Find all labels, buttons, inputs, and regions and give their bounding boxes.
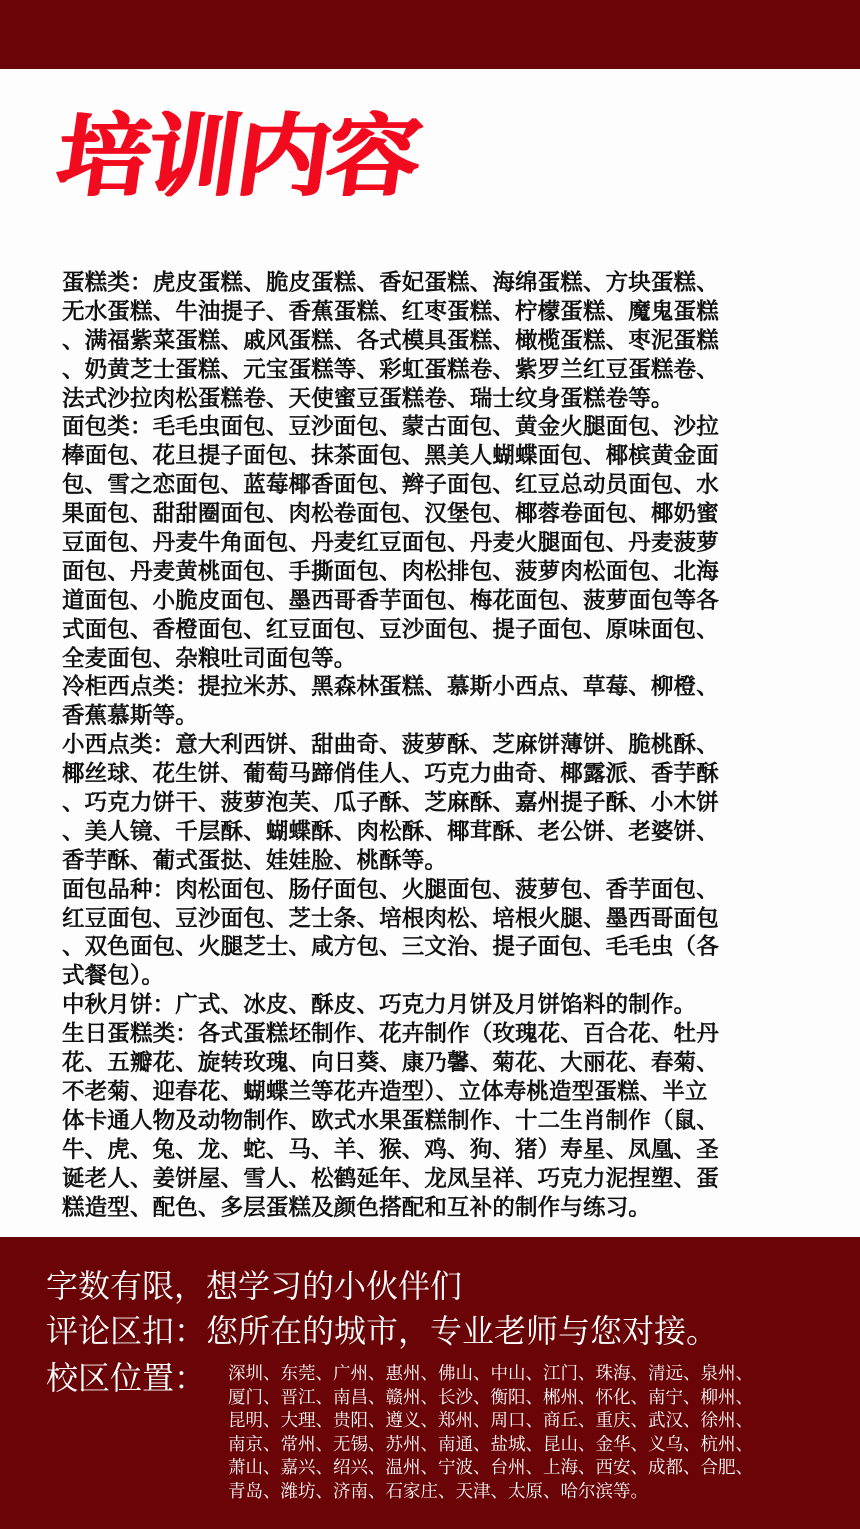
- content-line: 、美人镜、千层酥、蝴蝶酥、肉松酥、椰茸酥、老公饼、老婆饼、: [62, 818, 719, 845]
- content-line: 中秋月饼：广式、冰皮、酥皮、巧克力月饼及月饼馅料的制作。: [62, 992, 697, 1019]
- content-line: 道面包、小脆皮面包、墨西哥香芋面包、梅花面包、菠萝面包等各: [62, 587, 719, 614]
- promo-line-1: 字数有限，想学习的小伙伴们: [46, 1267, 463, 1305]
- campus-line: 南京、常州、无锡、苏州、南通、盐城、昆山、金华、义乌、杭州、: [228, 1434, 753, 1455]
- campus-line: 昆明、大理、贵阳、遵义、郑州、周口、商丘、重庆、武汉、徐州、: [228, 1411, 753, 1432]
- content-line: 红豆面包、豆沙面包、芝士条、培根肉松、培根火腿、墨西哥面包: [62, 905, 719, 932]
- content-line: 全麦面包、杂粮吐司面包等。: [62, 645, 357, 672]
- content-line: 体卡通人物及动物制作、欧式水果蛋糕制作、十二生肖制作（鼠、: [62, 1107, 719, 1134]
- campus-label: 校区位置：: [46, 1359, 207, 1397]
- content-line: 式餐包）。: [62, 963, 165, 990]
- content-line: 蛋糕类：虎皮蛋糕、脆皮蛋糕、香妃蛋糕、海绵蛋糕、方块蛋糕、: [62, 270, 719, 296]
- content-line: 、满福紫菜蛋糕、戚风蛋糕、各式模具蛋糕、橄榄蛋糕、枣泥蛋糕: [62, 327, 719, 354]
- content-line: 、巧克力饼干、菠萝泡芙、瓜子酥、芝麻酥、嘉州提子酥、小木饼: [62, 790, 719, 817]
- content-line: 、奶黄芝士蛋糕、元宝蛋糕等、彩虹蛋糕卷、紫罗兰红豆蛋糕卷、: [62, 356, 719, 383]
- content-line: 面包类：毛毛虫面包、豆沙面包、蒙古面包、黄金火腿面包、沙拉: [62, 414, 719, 441]
- content-line: 棒面包、花旦提子面包、抹茶面包、黑美人蝴蝶面包、椰槟黄金面: [62, 443, 719, 470]
- training-content: [62, 269, 802, 1222]
- content-line: 生日蛋糕类：各式蛋糕坯制作、花卉制作（玫瑰花、百合花、牡丹: [62, 1021, 719, 1048]
- content-line: 果面包、甜甜圈面包、肉松卷面包、汉堡包、椰蓉卷面包、椰奶蜜: [62, 501, 719, 528]
- campus-city-list: [228, 1363, 828, 1505]
- page-title: 培训内容: [50, 104, 426, 210]
- content-line: 面包、丹麦黄桃面包、手撕面包、肉松排包、菠萝肉松面包、北海: [62, 558, 719, 585]
- content-line: 椰丝球、花生饼、葡萄马蹄俏佳人、巧克力曲奇、椰露派、香芋酥: [62, 761, 719, 788]
- promo-line-2: 评论区扣：您所在的城市，专业老师与您对接。: [46, 1312, 719, 1350]
- content-line: 小西点类：意大利西饼、甜曲奇、菠萝酥、芝麻饼薄饼、脆桃酥、: [62, 732, 719, 759]
- content-line: 冷柜西点类：提拉米苏、黑森林蛋糕、慕斯小西点、草莓、柳橙、: [62, 674, 719, 701]
- content-line: 无水蛋糕、牛油提子、香蕉蛋糕、红枣蛋糕、柠檬蛋糕、魔鬼蛋糕: [62, 298, 719, 325]
- campus-line: 厦门、晋江、南昌、赣州、长沙、衡阳、郴州、怀化、南宁、柳州、: [228, 1387, 753, 1408]
- content-line: 包、雪之恋面包、蓝莓椰香面包、辫子面包、红豆总动员面包、水: [62, 472, 719, 499]
- campus-line: 萧山、嘉兴、绍兴、温州、宁波、台州、上海、西安、成都、合肥、: [228, 1458, 753, 1479]
- content-line: 香芋酥、葡式蛋挞、娃娃脸、桃酥等。: [62, 847, 448, 874]
- content-line: 花、五瓣花、旋转玫瑰、向日葵、康乃馨、菊花、大丽花、春菊、: [62, 1050, 719, 1077]
- campus-line: 深圳、东莞、广州、惠州、佛山、中山、江门、珠海、清远、泉州、: [228, 1364, 753, 1384]
- content-line: 诞老人、姜饼屋、雪人、松鹤延年、龙凤呈祥、巧克力泥捏塑、蛋: [62, 1165, 719, 1192]
- content-line: 糕造型、配色、多层蛋糕及颜色搭配和互补的制作与练习。: [62, 1194, 651, 1221]
- content-line: 不老菊、迎春花、蝴蝶兰等花卉造型）、立体寿桃造型蛋糕、半立: [62, 1078, 708, 1105]
- content-line: 面包品种：肉松面包、肠仔面包、火腿面包、菠萝包、香芋面包、: [62, 876, 719, 903]
- campus-line: 青岛、潍坊、济南、石家庄、天津、太原、哈尔滨等。: [228, 1481, 648, 1502]
- content-line: 豆面包、丹麦牛角面包、丹麦红豆面包、丹麦火腿面包、丹麦菠萝: [62, 530, 719, 557]
- top-banner-band: [0, 0, 860, 69]
- content-line: 式面包、香橙面包、红豆面包、豆沙面包、提子面包、原味面包、: [62, 616, 719, 643]
- content-line: 香蕉慕斯等。: [62, 703, 198, 730]
- content-line: 法式沙拉肉松蛋糕卷、天使蜜豆蛋糕卷、瑞士纹身蛋糕卷等。: [62, 385, 674, 412]
- content-line: 、双色面包、火腿芝士、咸方包、三文治、提子面包、毛毛虫（各: [62, 934, 719, 961]
- content-line: 牛、虎、兔、龙、蛇、马、羊、猴、鸡、狗、猪）寿星、凤凰、圣: [62, 1136, 719, 1163]
